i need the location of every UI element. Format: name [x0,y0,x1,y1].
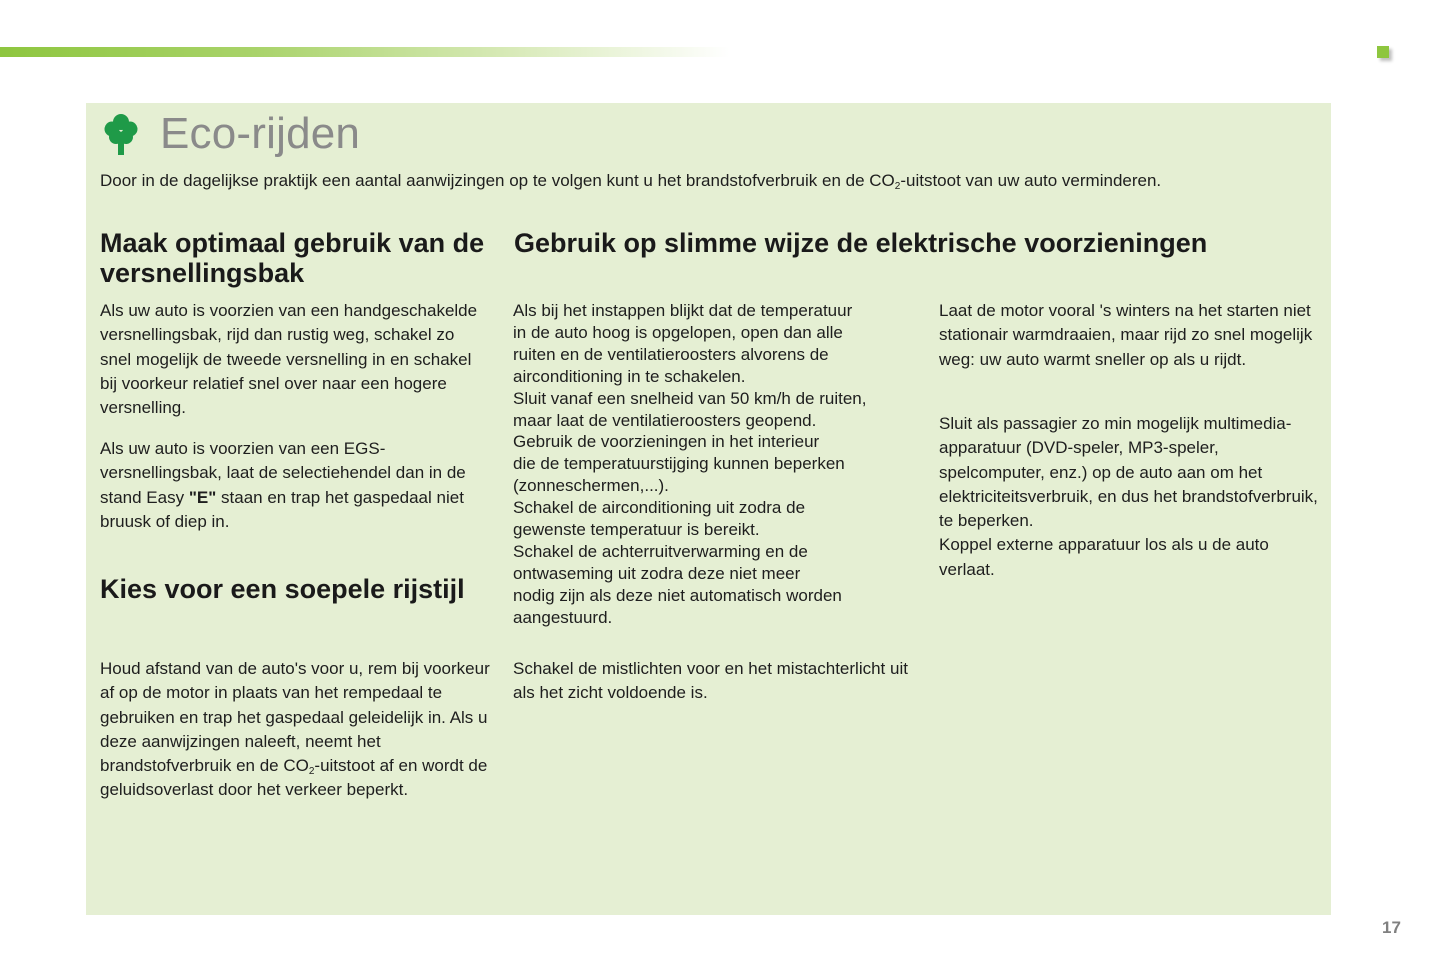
egs-gearbox-paragraph [100,437,490,534]
airco-line: Schakel de achterruitverwarming en de [513,541,808,561]
electric-heading: Gebruik op slimme wijze de elektrische voorzieningen [514,228,1208,258]
gearbox-heading: Maak optimaal gebruik van de versnellingsbak [100,228,485,288]
top-accent-bar [0,47,730,57]
engine-warmup-paragraph: Laat de motor vooral 's winters na het starten niet stationair warmdraaien, maar rijd zo snel mogelijk weg: uw auto warmt sneller op als u rijdt. [939,301,1313,369]
multimedia-text: Sluit als passagier zo min mogelijk multimedia-apparatuur (DVD-speler, MP3-speler, spelcomputer, enz.) op de auto aan om het elektriciteitsverbruik, en dus het brandstofverbruik, te beperken. [939,414,1318,531]
co2-subscript: 2 [894,181,901,192]
easy-mode-label: "E" [188,487,217,507]
external-devices-text: Koppel externe apparatuur los als u de auto verlaat. [939,535,1269,579]
airco-line: airconditioning in te schakelen. [513,366,746,386]
driving-text-part: Houd afstand van de auto's voor u, rem bij voorkeur af op de motor in plaats van het rempedaal te gebruiken en trap het gaspedaal geleidelijk in. Als u deze aanwijzingen naleeft, neemt het brandstofverbruik en de CO [100,659,490,776]
intro-text-part: Door in de dagelijkse praktijk een aantal aanwijzingen op te volgen kunt u het brandstofverbruik en de CO [100,171,895,190]
airco-line: gewenste temperatuur is bereikt. [513,520,760,540]
airco-line: aangestuurd. [513,607,613,627]
egs-text-part: staan en trap het gaspedaal niet bruusk of diep in. [100,487,464,531]
co2-subscript: 2 [308,766,315,778]
airco-line: nodig zijn als deze niet automatisch worden [513,585,842,605]
driving-text-part: -uitstoot af en wordt de geluidsoverlast door het verkeer beperkt. [100,756,488,800]
airco-line: in de auto hoog is opgelopen, open dan alle [513,322,843,342]
airco-line: Gebruik de voorzieningen in het interieur [513,432,820,452]
multimedia-paragraph [939,412,1319,582]
intro-text-part: -uitstoot van uw auto verminderen. [900,171,1162,190]
airco-line: Schakel de airconditioning uit zodra de [513,498,806,518]
airco-paragraph [513,300,913,629]
airco-line: die de temperatuurstijging kunnen beperken [513,454,845,474]
driving-style-heading: Kies voor een soepele rijstijl [100,574,465,604]
page-number: 17 [1382,918,1401,937]
manual-gearbox-paragraph: Als uw auto is voorzien van een handgeschakelde versnellingsbak, rijd dan rustig weg, schakel zo snel mogelijk de tweede versnelling in en schakel bij voorkeur relatief snel over naar een hogere versnelling. [100,301,478,418]
airco-line: (zonneschermen,...). [513,476,669,496]
airco-line: Als bij het instappen blijkt dat de temperatuur [513,301,853,320]
airco-line: maar laat de ventilatieroosters geopend. [513,410,817,430]
intro-text [100,170,1161,198]
airco-line: ruiten en de ventilatieroosters alvorens de [513,344,829,364]
corner-marker [1377,46,1389,58]
page-title: Eco-rijden [160,109,361,158]
airco-line: Sluit vanaf een snelheid van 50 km/h de ruiten, [513,388,867,408]
airco-line: ontwaseming uit zodra deze niet meer [513,563,801,583]
tree-icon [104,113,138,155]
driving-style-paragraph [100,657,490,803]
fog-lights-paragraph: Schakel de mistlichten voor en het mistachterlicht uit als het zicht voldoende is. [513,659,908,703]
egs-text-part: Als uw auto is voorzien van een EGS-versnellingsbak, laat de selectiehendel dan in de stand Easy [100,439,466,507]
